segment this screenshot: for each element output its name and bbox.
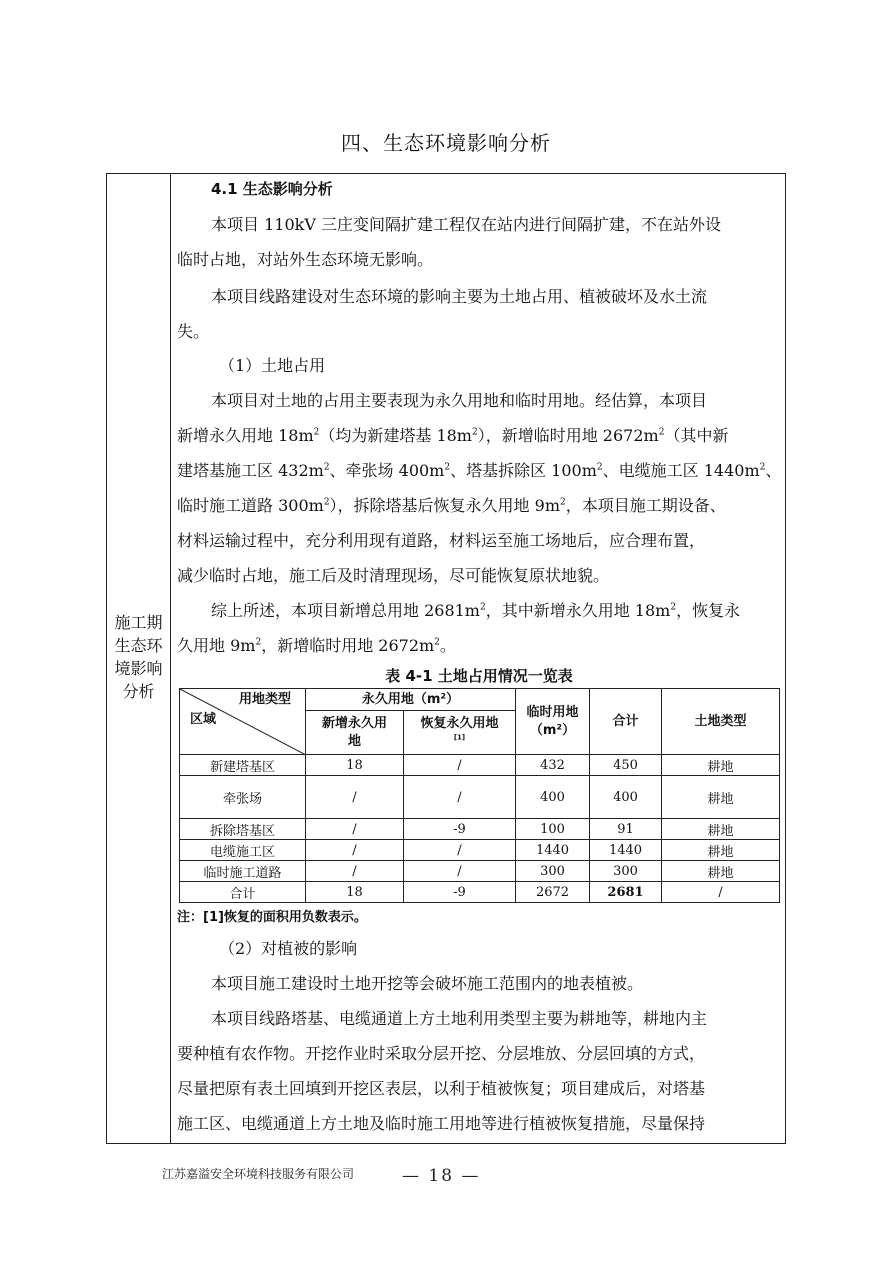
table-cell: 300 (590, 861, 662, 882)
table-cell: 18 (306, 755, 404, 776)
table-cell: -9 (404, 819, 516, 840)
paragraph-line: 施工区、电缆通道上方土地及临时施工用地等进行植被恢复措施，尽量保持 (177, 1114, 706, 1133)
section-title: 4.1 生态影响分析 (211, 180, 333, 198)
table-cell: 耕地 (662, 819, 780, 840)
table-row (180, 755, 780, 776)
header-temporary: 临时用地（m²） (516, 689, 590, 755)
row-label (107, 611, 170, 703)
table-row (180, 776, 780, 819)
table-cell: 牵张场 (180, 776, 306, 819)
page-number: — 18 — (402, 1166, 481, 1186)
left-column (107, 174, 171, 1143)
header-land-use-type: 用地类型 (238, 692, 291, 707)
table-cell: 450 (590, 755, 662, 776)
table-cell: 400 (516, 776, 590, 819)
table-cell: 1440 (516, 840, 590, 861)
paragraph-line: 材料运输过程中，充分利用现有道路，材料运至施工场地后，应合理布置， (177, 531, 706, 550)
table-row (180, 882, 780, 903)
header-land-type: 土地类型 (662, 689, 780, 755)
paragraph-line: 本项目施工建设时土地开挖等会破坏施工范围内的地表植被。 (211, 974, 644, 993)
table-cell: 合计 (180, 882, 306, 903)
table-cell: 18 (306, 882, 404, 903)
header-total: 合计 (590, 689, 662, 755)
table-cell: 耕地 (662, 755, 780, 776)
table-cell: / (306, 840, 404, 861)
subsection-heading: （1）土地占用 (219, 356, 326, 375)
table-cell: / (662, 882, 780, 903)
table-cell: 电缆施工区 (180, 840, 306, 861)
paragraph-line: 建塔基施工区 $432m^2$、牵张场 $400m^2$、塔基拆除区 $100m^2$、电缆施工区 $1440m^2$、 (177, 461, 782, 480)
row-label-line: 境影响 (114, 659, 163, 678)
paragraph-line: 本项目线路建设对生态环境的影响主要为土地占用、植被破坏及水土流 (211, 287, 708, 306)
paragraph-line: 减少临时占地，施工后及时清理现场，尽可能恢复原状地貌。 (177, 566, 610, 585)
diagonal-header-cell (180, 689, 306, 755)
row-label-line: 分析 (122, 682, 155, 701)
paragraph-line: 失。 (177, 322, 210, 341)
table-cell: / (306, 819, 404, 840)
table-title: 表 4-1 土地占用情况一览表 (385, 667, 573, 685)
footer-company: 江苏嘉溢安全环境科技服务有限公司 (162, 1167, 355, 1181)
table-cell: 临时施工道路 (180, 861, 306, 882)
table-row (180, 840, 780, 861)
header-permanent: 永久用地（m²） (306, 689, 516, 711)
header-area: 区域 (190, 712, 217, 727)
table-cell: 432 (516, 755, 590, 776)
table-row (180, 861, 780, 882)
paragraph-line: 临时占地，对站外生态环境无影响。 (177, 250, 434, 269)
table-cell: 2672 (516, 882, 590, 903)
land-use-table (179, 688, 780, 903)
content-frame (106, 173, 786, 1144)
table-cell: 300 (516, 861, 590, 882)
table-cell: / (404, 755, 516, 776)
table-cell: 耕地 (662, 861, 780, 882)
paragraph-line: 久用地 $9m^2$，新增临时用地 $2672m^2$。 (177, 636, 456, 655)
header-new-permanent: 新增永久用地 (306, 711, 404, 755)
paragraph-line: 尽量把原有表土回填到开挖区表层，以利于植被恢复；项目建成后，对塔基 (177, 1079, 706, 1098)
table-note: 注：[1]恢复的面积用负数表示。 (177, 910, 367, 925)
subsection-heading: （2）对植被的影响 (219, 939, 358, 958)
table-cell: / (404, 776, 516, 819)
paragraph-line: 临时施工道路 $300m^2$），拆除塔基后恢复永久用地 $9m^2$，本项目施工期设备、 (177, 496, 726, 515)
page-title: 四、生态环境影响分析 (341, 131, 551, 155)
table-cell: 拆除塔基区 (180, 819, 306, 840)
table-cell: 100 (516, 819, 590, 840)
paragraph-line: 本项目 110kV 三庄变间隔扩建工程仅在站内进行间隔扩建，不在站外设 (211, 215, 721, 234)
table-cell: / (404, 840, 516, 861)
table-cell: 2681 (590, 882, 662, 903)
table-cell: 91 (590, 819, 662, 840)
table-cell: 耕地 (662, 776, 780, 819)
table-cell: 新建塔基区 (180, 755, 306, 776)
table-cell: 耕地 (662, 840, 780, 861)
paragraph-line: 本项目对土地的占用主要表现为永久用地和临时用地。经估算，本项目 (211, 391, 708, 410)
header-restore-permanent: 恢复永久用地 [1] (404, 711, 516, 755)
paragraph-line: 新增永久用地 $18m^2$（均为新建塔基 $18m^2$），新增临时用地 $2672m^2$（其中新 (177, 426, 729, 445)
row-label-line: 生态环 (114, 636, 163, 655)
table-cell: 400 (590, 776, 662, 819)
row-label-line: 施工期 (114, 613, 163, 632)
paragraph-line: 本项目线路塔基、电缆通道上方土地利用类型主要为耕地等，耕地内主 (211, 1009, 708, 1028)
table-row (180, 819, 780, 840)
table-cell: 1440 (590, 840, 662, 861)
paragraph-line: 综上所述，本项目新增总用地 $2681m^2$，其中新增永久用地 $18m^2$，恢复永 (211, 601, 741, 620)
table-cell: / (306, 861, 404, 882)
paragraph-line: 要种植有农作物。开挖作业时采取分层开挖、分层堆放、分层回填的方式， (177, 1044, 706, 1063)
table-cell: / (404, 861, 516, 882)
table-cell: / (306, 776, 404, 819)
table-cell: -9 (404, 882, 516, 903)
